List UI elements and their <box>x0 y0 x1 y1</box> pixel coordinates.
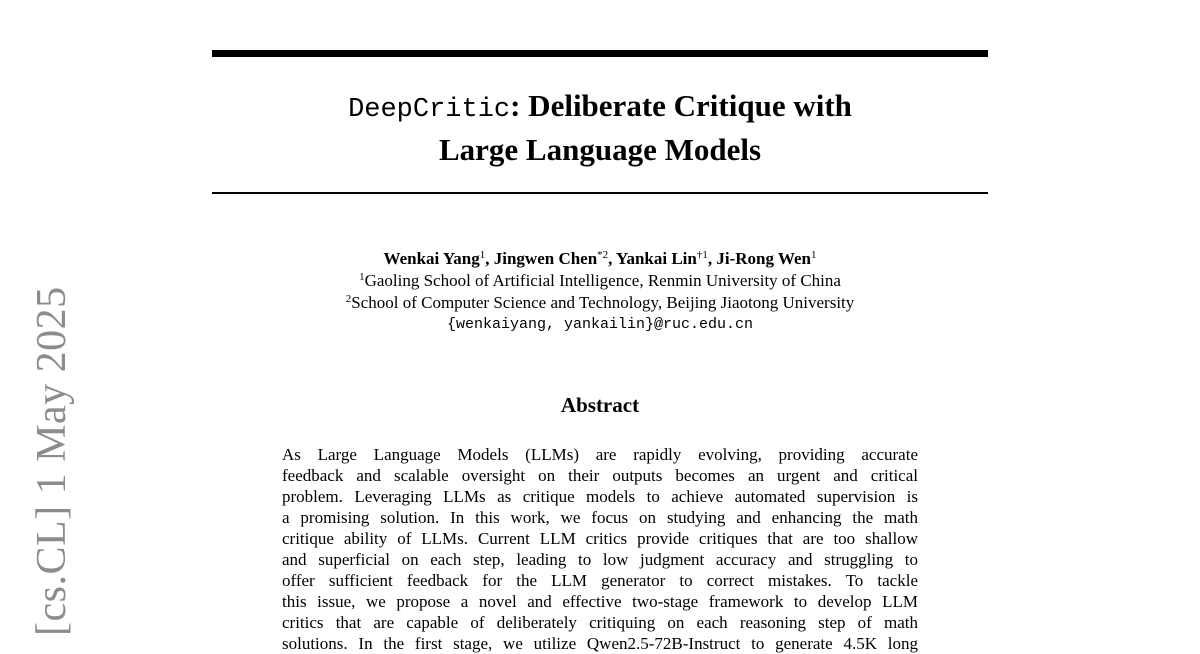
author-affiliation-mark: 1 <box>479 249 486 261</box>
abstract-line: critics that are capable of deliberately critiquing on each reasoning step of math <box>282 613 918 632</box>
author-names: Wenkai Yang$^1$, Jingwen Chen$^{*2}$, Yankai Lin$^{\dagger 1}$, Ji-Rong Wen$^1$ <box>383 249 817 268</box>
title-line-2: Large Language Models <box>438 132 762 167</box>
title-top-rule <box>212 50 988 57</box>
title-system-name: DeepCritic <box>348 95 511 125</box>
paper-title <box>212 86 988 169</box>
abstract-heading: Abstract <box>560 393 640 417</box>
title-bottom-rule <box>212 192 988 194</box>
author-name: Ji-Rong Wen <box>716 249 811 268</box>
abstract-line: feedback and scalable oversight on their outputs becomes an urgent and critical <box>282 466 918 485</box>
affiliation-text: School of Computer Science and Technology, Beijing Jiaotong University <box>351 293 855 312</box>
author-affiliation-mark: *2 <box>597 249 609 261</box>
abstract-line: solutions. In the first stage, we utilize Qwen2.5-72B-Instruct to generate 4.5K long <box>282 634 918 653</box>
abstract-line: critique ability of LLMs. Current LLM critics provide critiques that are too shallow <box>282 529 918 548</box>
title-line-1: : Deliberate Critique with <box>510 88 852 123</box>
affiliation-mark: 2 <box>345 293 352 305</box>
arxiv-identifier-stamp: [cs.CL] 1 May 2025 <box>29 286 75 636</box>
abstract-line: this issue, we propose a novel and effective two-stage framework to develop LLM <box>282 592 918 611</box>
affiliation-mark: 1 <box>359 271 365 283</box>
author-name: Yankai Lin <box>616 249 697 268</box>
abstract-body <box>282 444 918 654</box>
author-name: Jingwen Chen <box>493 249 598 268</box>
abstract-line: a promising solution. In this work, we focus on studying and enhancing the math <box>282 508 918 527</box>
author-affiliation-mark: †1 <box>696 249 708 261</box>
abstract-line: As Large Language Models (LLMs) are rapidly evolving, providing accurate <box>282 445 918 464</box>
author-name: Wenkai Yang <box>383 249 480 268</box>
author-email: {wenkaiyang, yankailin}@ruc.edu.cn <box>446 316 754 333</box>
author-affiliation-mark: 1 <box>810 249 817 261</box>
abstract-line: and superficial on each step, leading to low judgment accuracy and struggling to <box>282 550 918 569</box>
abstract-line: problem. Leveraging LLMs as critique models to achieve automated supervision is <box>282 487 918 506</box>
affiliation-text: Gaoling School of Artificial Intelligence, Renmin University of China <box>364 271 841 290</box>
abstract-line: offer sufficient feedback for the LLM generator to correct mistakes. To tackle <box>282 571 918 590</box>
affiliation-line <box>212 292 988 314</box>
affiliation-line <box>212 270 988 292</box>
author-block <box>212 248 988 336</box>
